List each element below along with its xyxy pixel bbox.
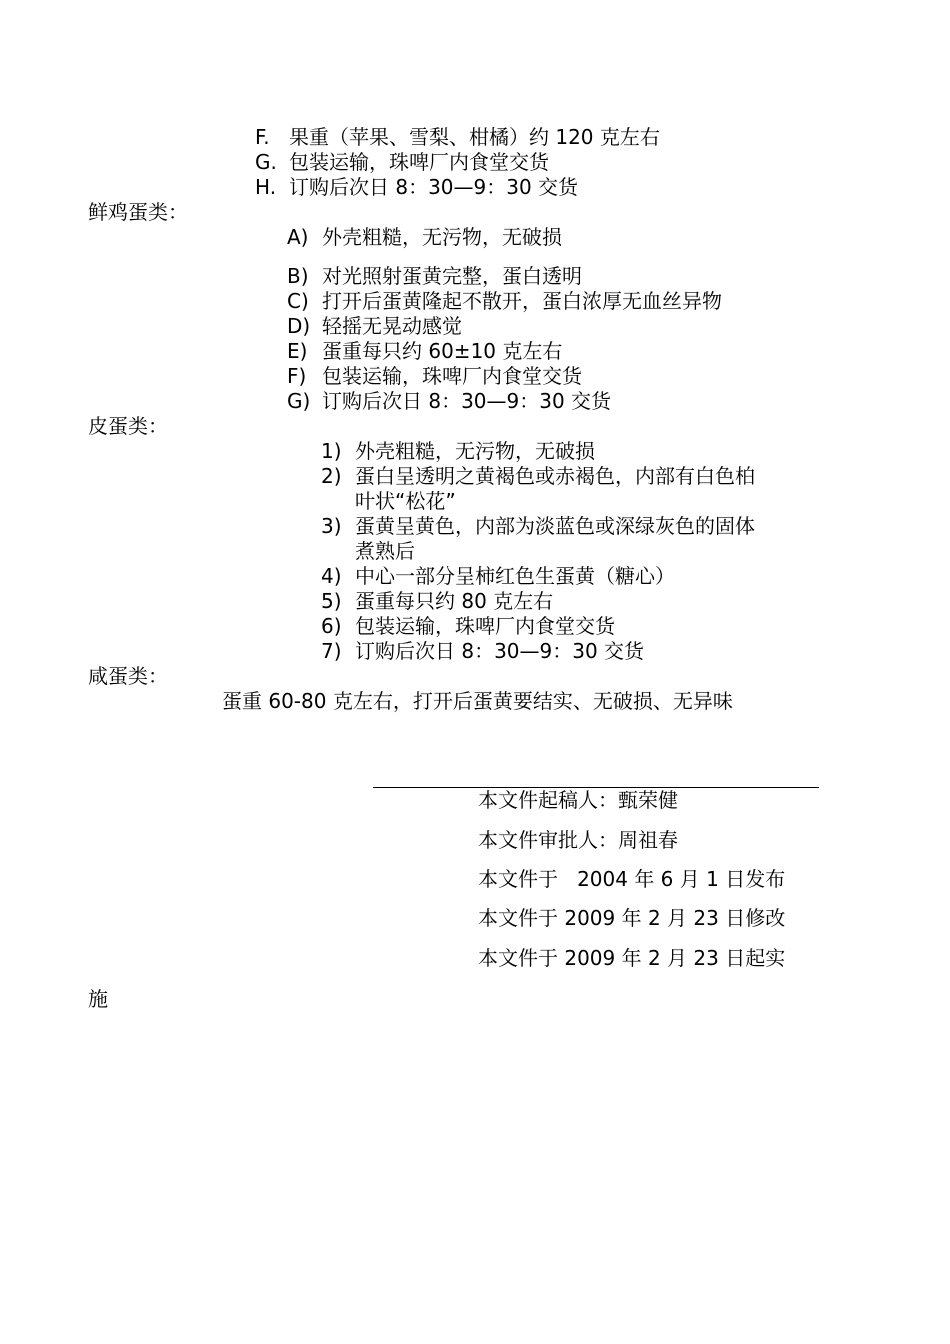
list-text-continuation: 叶状“松花” — [355, 489, 456, 513]
list-text: 蛋黄呈黄色，内部为淡蓝色或深绿灰色的固体 — [355, 514, 755, 538]
list-text: 打开后蛋黄隆起不散开，蛋白浓厚无血丝异物 — [322, 289, 722, 313]
salted-eggs-spec: 蛋重 60-80 克左右，打开后蛋黄要结实、无破损、无异味 — [222, 689, 733, 713]
list-marker: E) — [287, 339, 308, 363]
list-item — [287, 314, 462, 339]
list-text: 包装运输，珠啤厂内食堂交货 — [355, 614, 615, 638]
effective-line: 本文件于 2009 年 2 月 23 日起实 — [478, 946, 786, 970]
list-marker: F. — [255, 125, 270, 149]
list-marker: 7) — [321, 639, 342, 663]
issued-line: 本文件于 2004 年 6 月 1 日发布 — [478, 867, 786, 891]
list-text: 蛋重每只约 60±10 克左右 — [322, 339, 563, 363]
list-text: 对光照射蛋黄完整，蛋白透明 — [322, 264, 582, 288]
list-marker: B) — [287, 264, 309, 288]
list-item — [255, 125, 660, 150]
list-item — [321, 639, 644, 664]
section-heading-preserved-eggs: 皮蛋类： — [88, 414, 168, 438]
list-text: 包装运输，珠啤厂内食堂交货 — [289, 150, 549, 174]
list-text: 轻摇无晃动感觉 — [322, 314, 462, 338]
modified-line: 本文件于 2009 年 2 月 23 日修改 — [478, 906, 786, 930]
list-item — [287, 389, 611, 414]
list-text: 包装运输，珠啤厂内食堂交货 — [322, 364, 582, 388]
list-marker: G) — [287, 389, 311, 413]
list-item — [321, 589, 553, 614]
list-text: 蛋重每只约 80 克左右 — [355, 589, 554, 613]
list-text: 外壳粗糙，无污物，无破损 — [355, 439, 595, 463]
list-item — [321, 514, 755, 539]
list-item — [255, 175, 578, 200]
list-text: 订购后次日 8：30—9：30 交货 — [322, 389, 612, 413]
list-marker: F) — [287, 364, 307, 388]
list-marker: 2) — [321, 464, 342, 488]
list-text: 中心一部分呈柿红色生蛋黄（糖心） — [355, 564, 675, 588]
list-item — [287, 339, 562, 364]
section-heading-salted-eggs: 咸蛋类： — [88, 664, 168, 688]
list-item — [287, 364, 582, 389]
list-item — [321, 614, 615, 639]
list-marker: H. — [255, 175, 277, 199]
list-marker: C) — [287, 289, 309, 313]
drafter-line: 本文件起稿人：甄荣健 — [478, 788, 678, 812]
list-text: 蛋白呈透明之黄褐色或赤褐色，内部有白色柏 — [355, 464, 755, 488]
list-marker: G. — [255, 150, 277, 174]
list-item — [321, 464, 755, 489]
list-item — [255, 150, 549, 175]
list-marker: 1) — [321, 439, 342, 463]
list-item — [287, 264, 582, 289]
list-text: 外壳粗糙，无污物，无破损 — [322, 225, 562, 249]
list-text: 订购后次日 8：30—9：30 交货 — [355, 639, 645, 663]
approver-line: 本文件审批人：周祖春 — [478, 828, 678, 852]
section-heading-fresh-eggs: 鲜鸡蛋类： — [88, 200, 188, 224]
list-item — [287, 225, 562, 250]
effective-line-continuation: 施 — [88, 987, 108, 1011]
list-item — [287, 289, 722, 314]
list-marker: 5) — [321, 589, 342, 613]
list-text: 果重（苹果、雪梨、柑橘）约 120 克左右 — [289, 125, 660, 149]
list-text-continuation: 煮熟后 — [355, 539, 415, 563]
list-marker: 6) — [321, 614, 342, 638]
list-marker: A) — [287, 225, 309, 249]
list-item — [321, 439, 595, 464]
list-item — [321, 564, 675, 589]
list-text: 订购后次日 8：30—9：30 交货 — [289, 175, 579, 199]
list-marker: 3) — [321, 514, 342, 538]
list-marker: D) — [287, 314, 311, 338]
list-marker: 4) — [321, 564, 342, 588]
